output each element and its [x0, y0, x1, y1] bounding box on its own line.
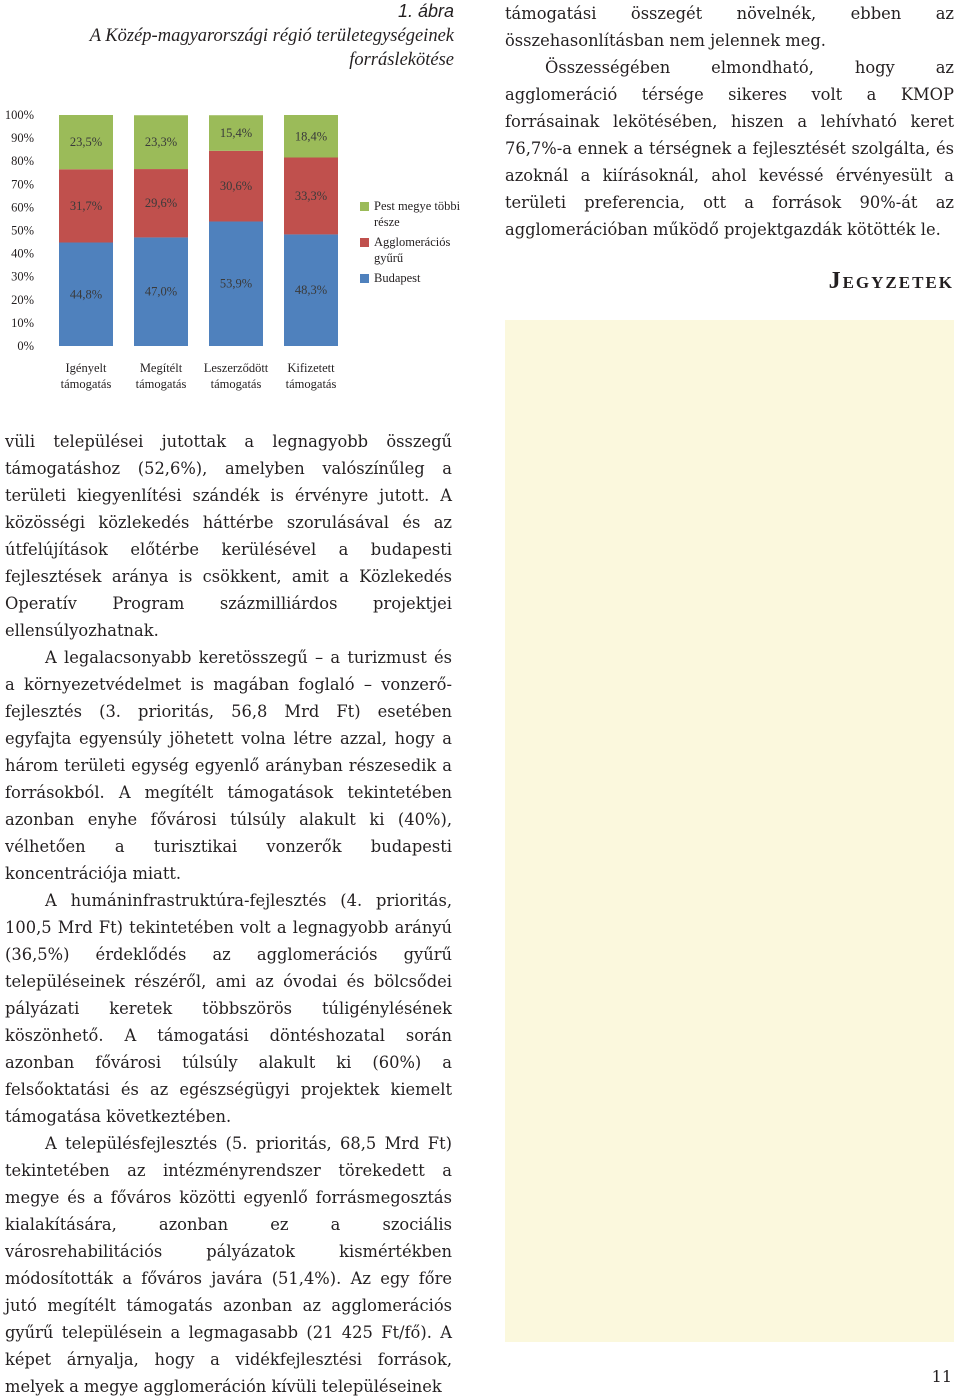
legend-label: Budapest — [374, 271, 421, 285]
stacked-bar-chart — [0, 100, 360, 400]
left-paragraph-3: A humáninfrastruktúra-fejlesztés (4. prioritás, 100,5 Mrd Ft) tekintetében volt a legnagyobb arányú (36,5%) érdeklődés az agglomerációs gyűrű településeinek részéről, ami az óvodai és bölcsődei pályázati keretek többszörös túligénylésének köszönhető. A támogatási döntéshozatal során azonban fővárosi túlsúly alakult ki (60%) a felsőoktatási és az egészségügyi projektek kiemelt támogatása következtében. — [5, 891, 452, 1126]
right-column — [505, 0, 954, 243]
data-label: 33,3% — [294, 188, 328, 203]
legend-item — [360, 198, 472, 230]
legend-label: Agglomerációs gyűrű — [374, 235, 451, 265]
x-tick-label: Megítélt — [139, 361, 183, 375]
page-number: 11 — [931, 1367, 952, 1386]
x-tick-label: támogatás — [60, 377, 112, 391]
x-tick-label: Kifizetett — [287, 361, 335, 375]
legend-swatch — [360, 274, 369, 283]
x-tick-label: támogatás — [135, 377, 187, 391]
legend-swatch — [360, 238, 369, 247]
left-column — [5, 428, 452, 1400]
figure-title-line2: forráslekötése — [349, 50, 454, 70]
y-tick-label: 100% — [4, 108, 34, 122]
data-label: 30,6% — [219, 179, 253, 194]
right-paragraph-2: Összességében elmondható, hogy az agglomeráció térsége sikeres volt a KMOP forrásainak lekötésében, hiszen a lehívható keret 76,7%-a ennek a térségnek a fejlesztését szolgálta, és azoknál a kiírásoknál, ahol kevéssé érvényesült a területi preferencia, ott a források 90%-át az agglomerációban működő projektgazdák kötötték le. — [505, 58, 954, 239]
left-paragraph-2: A legalacsonyabb keretösszegű – a turizmust és a környezetvédelmet is magában foglaló – vonzerő-fejlesztés (3. prioritás, 56,8 Mrd Ft) esetében egyfajta egyensúly jöhetett volna létre azzal, hogy a három területi egység egyenlő arányban részesedik a forrásokból. A megítélt támogatások tekintetében azonban enyhe fővárosi túlsúly alakult ki (40%), vélhetően a turisztikai vonzerők budapesti koncentrációja miatt. — [5, 648, 452, 883]
figure-title — [40, 24, 454, 72]
data-label: 23,3% — [144, 135, 178, 150]
y-tick-label: 50% — [11, 223, 34, 238]
notes-box — [505, 320, 954, 1342]
legend-item — [360, 270, 472, 286]
left-paragraph-4: A településfejlesztés (5. prioritás, 68,5 Mrd Ft) tekintetében az intézményrendszer törekedett a megye és a főváros közötti egyenlő forrásmegosztás kialakítására, azonban ez a szociális városrehabilitációs pályázatok kismértékben módosították a főváros javára (51,4%). Az egy főre jutó megítélt támogatás azonban az agglomerációs gyűrű településein a legmagasabb (21 425 Ft/fő). A képet árnyalja, hogy a vidékfejlesztési források, melyek a megye agglomeráción kívüli településeinek — [5, 1134, 452, 1396]
y-tick-label: 60% — [11, 200, 34, 215]
legend-item — [360, 234, 472, 266]
y-tick-label: 80% — [11, 154, 34, 169]
right-paragraph-1: támogatási összegét növelnék, ebben az összehasonlításban nem jelennek meg. — [505, 4, 954, 50]
y-tick-label: 40% — [11, 246, 34, 261]
y-tick-label: 70% — [11, 177, 34, 192]
data-label: 18,4% — [294, 129, 328, 144]
data-label: 53,9% — [219, 276, 253, 291]
data-label: 31,7% — [69, 198, 103, 213]
y-tick-label: 0% — [17, 339, 34, 353]
x-tick-label: támogatás — [285, 377, 337, 391]
figure-title-line1: A Közép-magyarországi régió területegységeinek — [89, 26, 454, 46]
data-label: 48,3% — [294, 283, 328, 298]
data-label: 47,0% — [144, 284, 178, 299]
data-label: 15,4% — [219, 126, 253, 141]
data-label: 23,5% — [69, 135, 103, 150]
chart-legend — [360, 198, 472, 290]
y-tick-label: 90% — [11, 131, 34, 146]
y-tick-label: 10% — [11, 315, 34, 330]
y-tick-label: 30% — [11, 269, 34, 284]
x-tick-label: Leszerződött — [203, 361, 269, 375]
data-label: 44,8% — [69, 287, 103, 302]
data-label: 29,6% — [144, 196, 178, 211]
x-tick-label: Igényelt — [65, 361, 107, 375]
legend-label: Pest megye többi része — [374, 199, 461, 229]
y-tick-label: 20% — [11, 292, 34, 307]
figure-number: 1. ábra — [397, 1, 454, 21]
notes-heading: Jegyzetek — [828, 268, 954, 294]
x-tick-label: támogatás — [210, 377, 262, 391]
legend-swatch — [360, 202, 369, 211]
left-paragraph-1: vüli települései jutottak a legnagyobb összegű támogatáshoz (52,6%), amelyben valószínűleg a területi kiegyenlítési szándék is érvényre jutott. A közösségi közlekedés háttérbe szorulásával és az útfelújítások előtérbe kerülésével a budapesti fejlesztések aránya is csökkent, amit a Közlekedés Operatív Program százmilliárdos projektjei ellensúlyozhatnak. — [5, 432, 452, 640]
